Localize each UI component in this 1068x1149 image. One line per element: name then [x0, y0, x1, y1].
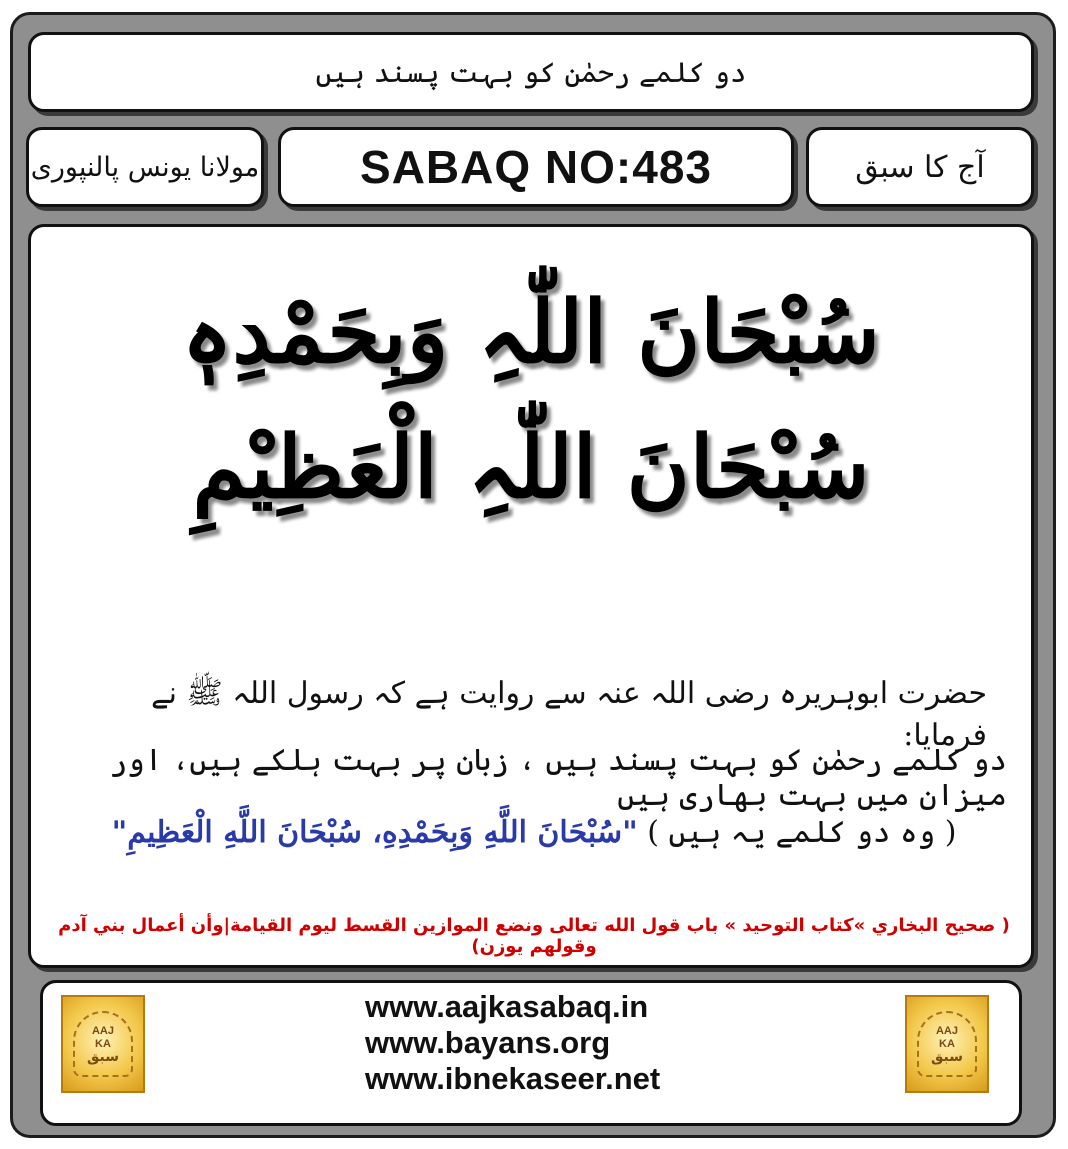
logo-emblem: [73, 1011, 133, 1077]
aaj-ka-sabaq-logo: [905, 995, 989, 1093]
hadith-kalimat-line: [61, 815, 1007, 850]
arabic-dhikr-line-2: سُبْحَانَ اللّٰہِ الْعَظِیْمِ: [192, 417, 870, 518]
main-content-box: [28, 224, 1034, 968]
logo-word: AAJ: [935, 1024, 958, 1037]
arabic-dhikr-line-1: سُبْحَانَ اللّٰہِ وَبِحَمْدِہٖ: [182, 282, 880, 383]
title-box: [28, 32, 1034, 112]
sabaq-number: SABAQ NO:483: [360, 141, 712, 193]
website-link[interactable]: www.ibnekaseer.net: [365, 1061, 661, 1096]
website-link[interactable]: www.aajkasabaq.in: [365, 989, 649, 1024]
logo-emblem: [917, 1011, 977, 1077]
website-list: [365, 989, 660, 1097]
website-link[interactable]: www.bayans.org: [365, 1025, 611, 1060]
logo-word: سبق: [930, 1048, 964, 1065]
today-lesson-box: [806, 127, 1034, 207]
today-lesson-label: آج کا سبق: [855, 149, 985, 185]
aaj-ka-sabaq-logo: [61, 995, 145, 1093]
logo-word: AAJ: [91, 1024, 114, 1037]
hadith-intro: حضرت ابوہریرہ رضی اللہ عنہ سے روایت ہے کہ رسول اللہ ﷺ نے فرمایا:: [151, 676, 987, 753]
hadith-text: دو کلمے رحمٰن کو بہت پسند ہیں ، زبان پر بہت ہلکے ہیں، اور میزان میں بہت بھاری ہیں: [109, 743, 1007, 813]
author-name: مولانا یونس پالنپوری: [30, 151, 260, 183]
footer-box: [40, 980, 1022, 1126]
sabaq-number-box: [278, 127, 794, 207]
logo-word: KA: [95, 1037, 111, 1050]
kalimat-prefix: ( وہ دو کلمے یہ ہیں ): [647, 815, 957, 850]
page-title: دو کلمے رحمٰن کو بہت پسند ہیں: [315, 55, 747, 89]
logo-word: سبق: [86, 1048, 120, 1065]
kalimat-text: "سُبْحَانَ اللَّهِ وَبِحَمْدِهِ، سُبْحَانَ اللَّهِ الْعَظِيمِ": [111, 815, 638, 850]
logo-word: KA: [939, 1037, 955, 1050]
hadith-reference: ( صحيح البخاري »كتاب التوحيد » باب قول الله تعالى ونضع الموازين القسط ليوم القيامة|وأن أعمال بني آدم وقولهم يوزن): [58, 915, 1010, 957]
author-box: [26, 127, 264, 207]
